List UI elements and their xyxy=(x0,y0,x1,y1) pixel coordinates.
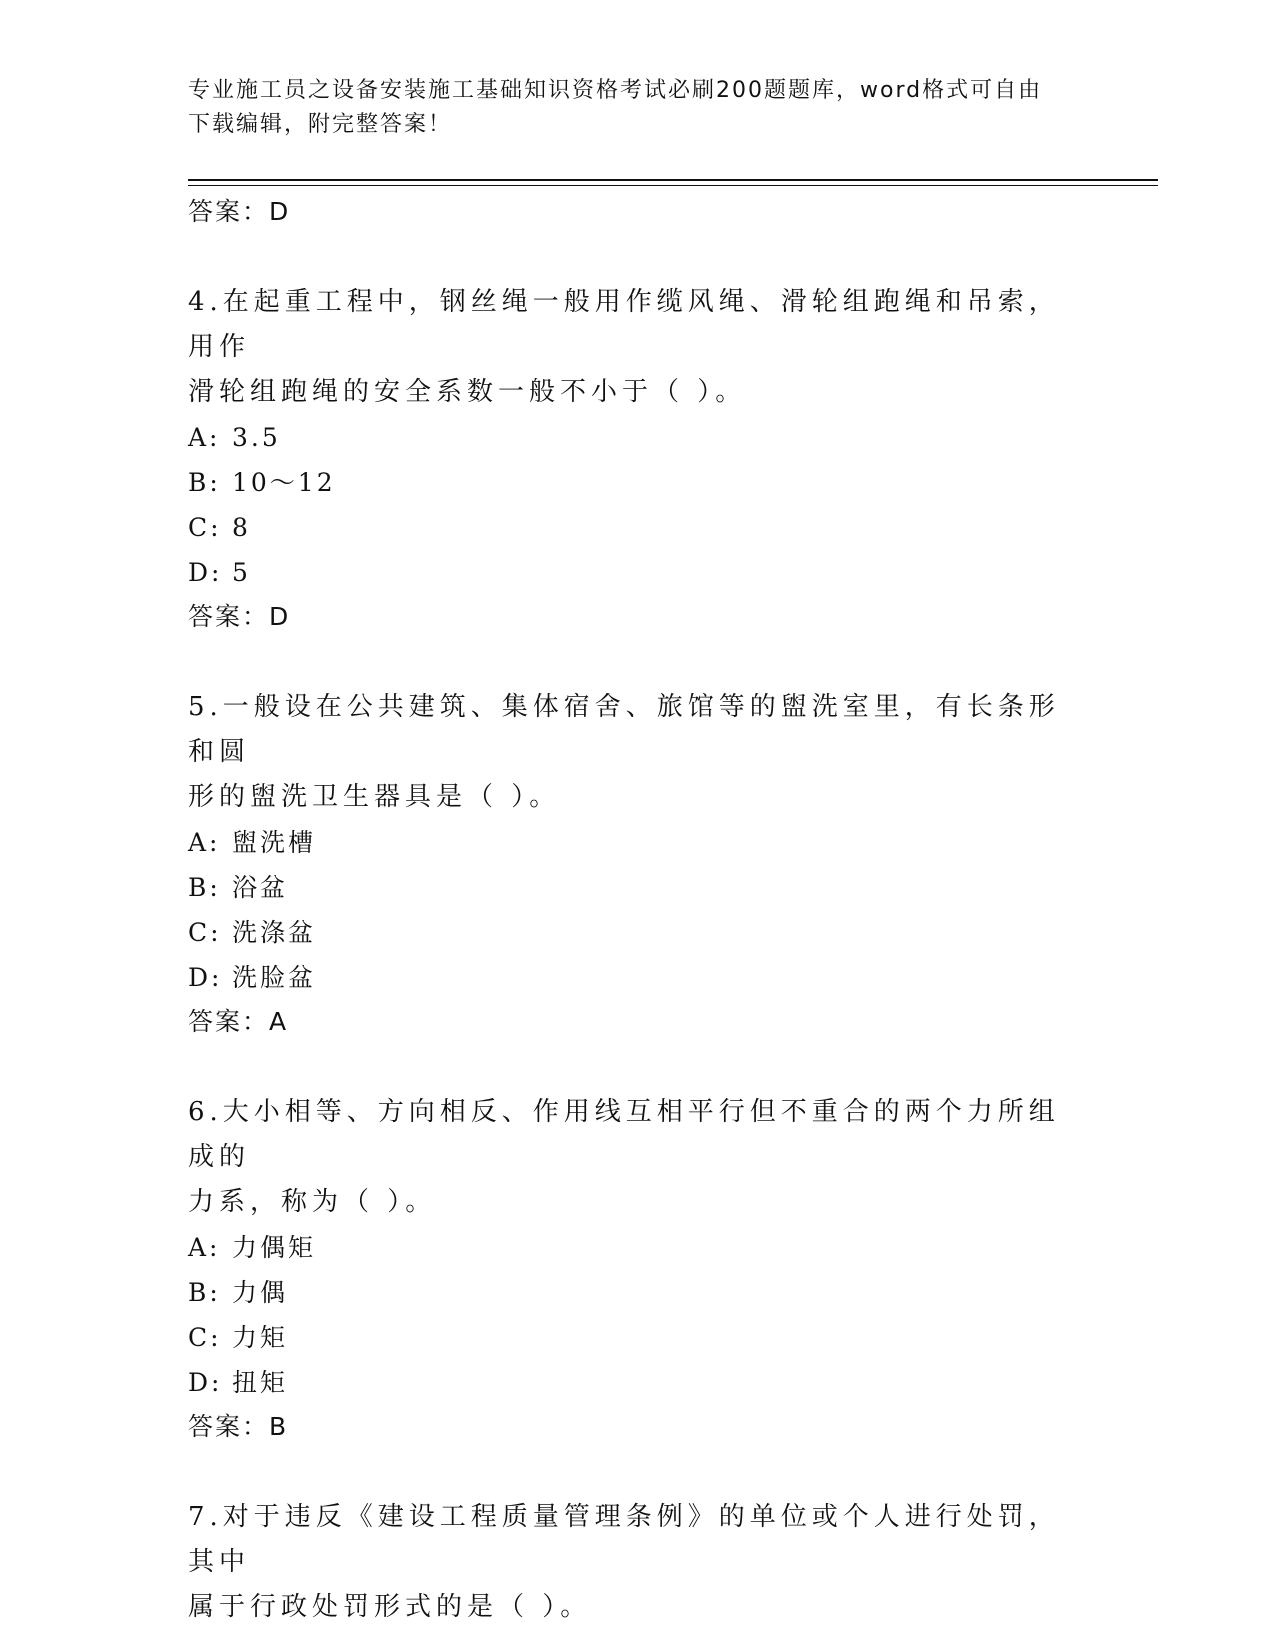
option-text: 8 xyxy=(232,513,251,542)
answer-label: 答案：D xyxy=(188,602,291,631)
question-line: 7.对于违反《建设工程质量管理条例》的单位或个人进行处罚，其中 xyxy=(188,1502,1060,1577)
header-divider-thick xyxy=(188,179,1158,181)
option-key: B: xyxy=(188,1278,221,1307)
option-text: 洗涤盆 xyxy=(232,918,317,947)
option-text: 10～12 xyxy=(232,468,336,497)
option-key: D: xyxy=(188,1368,223,1397)
header-divider-thin xyxy=(188,185,1158,186)
document-header xyxy=(188,74,1088,142)
option-d xyxy=(188,1360,1068,1405)
answer-label: 答案：B xyxy=(188,1412,289,1441)
question-5 xyxy=(188,685,1068,1044)
question-text xyxy=(188,280,1068,415)
question-text xyxy=(188,1495,1068,1630)
question-7 xyxy=(188,1495,1068,1630)
option-key: B: xyxy=(188,873,221,902)
option-key: B: xyxy=(188,468,221,497)
option-d xyxy=(188,955,1068,1000)
option-key: C: xyxy=(188,918,222,947)
option-text: 力偶矩 xyxy=(232,1233,317,1262)
option-key: C: xyxy=(188,513,222,542)
question-line: 形的盥洗卫生器具是（ ）。 xyxy=(188,782,561,812)
option-b xyxy=(188,1270,1068,1315)
question-text xyxy=(188,685,1068,820)
option-c xyxy=(188,910,1068,955)
option-b xyxy=(188,460,1068,505)
question-list xyxy=(188,188,1068,1630)
header-line-2: 下载编辑，附完整答案！ xyxy=(188,112,453,137)
question-line: 5.一般设在公共建筑、集体宿舍、旅馆等的盥洗室里，有长条形和圆 xyxy=(188,692,1060,767)
option-key: C: xyxy=(188,1323,222,1352)
option-text: 盥洗槽 xyxy=(232,828,317,857)
option-d xyxy=(188,550,1068,595)
question-text xyxy=(188,1090,1068,1225)
header-line-1: 专业施工员之设备安装施工基础知识资格考试必刷200题题库，word格式可自由 xyxy=(188,78,1043,103)
answer-label: 答案：A xyxy=(188,1007,289,1036)
option-b xyxy=(188,865,1068,910)
question-line: 属于行政处罚形式的是（ ）。 xyxy=(188,1592,592,1622)
option-text: 浴盆 xyxy=(232,873,289,902)
option-c xyxy=(188,1315,1068,1360)
question-6 xyxy=(188,1090,1068,1449)
option-a xyxy=(188,415,1068,460)
option-text: 扭矩 xyxy=(232,1368,289,1397)
option-key: A: xyxy=(188,828,221,857)
answer-label: 答案：D xyxy=(188,197,291,226)
option-text: 3.5 xyxy=(232,423,281,452)
option-text: 洗脸盆 xyxy=(232,963,317,992)
option-a xyxy=(188,1225,1068,1270)
question-line: 4.在起重工程中，钢丝绳一般用作缆风绳、滑轮组跑绳和吊索，用作 xyxy=(188,287,1060,362)
question-line: 滑轮组跑绳的安全系数一般不小于（ ）。 xyxy=(188,377,747,407)
option-text: 力偶 xyxy=(232,1278,289,1307)
option-key: D: xyxy=(188,963,223,992)
question-4 xyxy=(188,280,1068,639)
option-key: A: xyxy=(188,423,221,452)
option-c xyxy=(188,505,1068,550)
option-key: D: xyxy=(188,558,223,587)
question-line: 力系，称为（ ）。 xyxy=(188,1187,437,1217)
option-key: A: xyxy=(188,1233,221,1262)
option-text: 力矩 xyxy=(232,1323,289,1352)
option-a xyxy=(188,820,1068,865)
option-text: 5 xyxy=(232,558,251,587)
question-line: 6.大小相等、方向相反、作用线互相平行但不重合的两个力所组成的 xyxy=(188,1097,1060,1172)
